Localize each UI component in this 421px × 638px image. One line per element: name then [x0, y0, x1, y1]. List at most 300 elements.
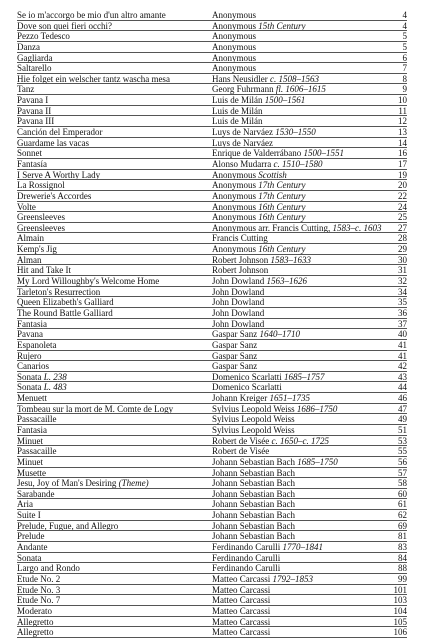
composer-name: Johann Sebastian Bach: [212, 520, 295, 531]
piece-title-text: Alman: [17, 254, 42, 265]
piece-title-text: La Rossignol: [17, 180, 65, 190]
piece-title-text: Passacaille: [17, 414, 57, 424]
piece-title-suffix: L. 238: [43, 371, 67, 382]
piece-title: [17, 425, 209, 435]
piece-title-text: Jesu, Joy of Man's Desiring: [17, 478, 117, 488]
composer-name: Robert de Visée: [212, 446, 270, 456]
page-number: 10: [398, 95, 407, 106]
piece-title: [17, 287, 209, 297]
composer-name: Georg Fuhrmann: [212, 84, 274, 95]
composer-name: Johann Sebastian Bach: [212, 456, 295, 467]
piece-title-text: Fantasia: [17, 318, 47, 329]
piece-title-text: Pavana: [17, 329, 43, 339]
composer-name: Anonymous: [212, 190, 257, 201]
piece-title-text: Largo and Rondo: [17, 563, 80, 573]
composer-dates: 1583–1633: [270, 254, 311, 265]
piece-title: [17, 170, 209, 180]
composer: [209, 244, 385, 254]
table-row: [17, 106, 407, 117]
composer: [209, 170, 385, 180]
composer: [209, 361, 385, 371]
page-number: 9: [402, 84, 407, 95]
table-row: [17, 244, 407, 255]
piece-title-text: Etude No. 7: [17, 595, 61, 605]
table-row: [17, 361, 407, 372]
piece-title-text: Pavana III: [17, 116, 55, 127]
piece-title: [17, 265, 209, 275]
page-number: 60: [398, 488, 407, 499]
composer-name: Johann Sebastian Bach: [212, 499, 295, 510]
table-of-contents: [17, 10, 407, 638]
table-row: [17, 180, 407, 191]
composer: [209, 42, 385, 52]
piece-title: [17, 340, 209, 350]
table-row: [17, 468, 407, 479]
composer: [209, 148, 385, 158]
page-number: 34: [398, 286, 407, 297]
composer: [209, 446, 385, 456]
piece-title: [17, 499, 209, 509]
composer-name: John Dowland: [212, 276, 265, 286]
composer: [209, 531, 385, 541]
page-number: 30: [398, 254, 407, 265]
piece-title-text: Sonnet: [17, 148, 43, 158]
piece-title-text: Sonata: [17, 552, 42, 563]
table-row: [17, 351, 407, 362]
piece-title-text: Hie folget ein welscher tantz wascha mesa: [17, 73, 170, 84]
piece-title: [17, 542, 209, 552]
piece-title: [17, 563, 209, 573]
piece-title: [17, 191, 209, 201]
page-number: 101: [393, 584, 407, 595]
table-row: [17, 446, 407, 457]
table-row: [17, 531, 407, 542]
page-number: 6: [402, 52, 407, 63]
composer: [209, 404, 385, 414]
piece-title: [17, 553, 209, 563]
piece-title-text: Moderato: [17, 605, 52, 616]
piece-title-suffix: L. 483: [43, 382, 67, 393]
page-number: 105: [393, 616, 407, 627]
piece-title: [17, 276, 209, 286]
table-row: [17, 585, 407, 596]
piece-title-text: Pavana II: [17, 105, 52, 116]
composer-name: Gaspar Sanz: [212, 339, 258, 350]
composer-dates: 17th Century: [258, 180, 306, 190]
page-number: 69: [398, 520, 407, 531]
composer-name: Luys de Narváez: [212, 137, 273, 148]
piece-title: [17, 606, 209, 616]
composer: [209, 436, 385, 446]
piece-title: [17, 116, 209, 126]
page-number: 49: [398, 414, 407, 425]
composer: [209, 617, 385, 627]
piece-title: [17, 84, 209, 94]
page-number: 32: [398, 276, 407, 287]
piece-title: [17, 159, 209, 169]
page-number: 83: [398, 542, 407, 553]
page-number: 5: [402, 41, 407, 52]
page-number: 44: [398, 382, 407, 393]
composer-dates: c. 1510–1580: [273, 158, 323, 169]
piece-title-text: Sarabande: [17, 488, 55, 499]
page-number: 12: [398, 116, 407, 127]
piece-title: [17, 478, 209, 488]
table-row: [17, 563, 407, 574]
page-number: 84: [398, 552, 407, 563]
composer: [209, 255, 385, 265]
composer-name: Anonymous: [212, 10, 257, 20]
composer-name: John Dowland: [212, 318, 265, 329]
composer: [209, 63, 385, 73]
piece-title-text: Allegretto: [17, 627, 54, 637]
piece-title: [17, 255, 209, 265]
piece-title: [17, 21, 209, 31]
page-number: 55: [398, 446, 407, 457]
page-number: 41: [398, 339, 407, 350]
table-row: [17, 595, 407, 606]
piece-title: [17, 308, 209, 318]
page-number: 16: [398, 148, 407, 159]
piece-title: [17, 148, 209, 158]
composer-name: Gaspar Sanz: [212, 329, 258, 339]
composer: [209, 329, 385, 339]
table-row: [17, 308, 407, 319]
table-row: [17, 478, 407, 489]
table-row: [17, 287, 407, 298]
table-row: [17, 521, 407, 532]
composer-name: Domenico Scarlatti: [212, 371, 282, 382]
composer-name: Matteo Carcassi: [212, 616, 271, 627]
piece-title: [17, 489, 209, 499]
page-number: 20: [398, 180, 407, 191]
composer-name: Matteo Carcassi: [212, 627, 271, 637]
page-number: 57: [398, 467, 407, 478]
piece-title: [17, 202, 209, 212]
page-number: 35: [398, 297, 407, 308]
page-number: 51: [398, 424, 407, 435]
table-row: [17, 138, 407, 149]
page-number: 31: [398, 265, 407, 276]
piece-title-text: Se io m'accorgo be mio d'un altro amante: [17, 10, 166, 20]
piece-title-text: Pezzo Tedesco: [17, 31, 70, 41]
composer: [209, 510, 385, 520]
page-number: 46: [398, 393, 407, 404]
table-row: [17, 329, 407, 340]
page-number: 43: [398, 371, 407, 382]
composer-name: Luis de Milán: [212, 105, 263, 116]
piece-title: [17, 468, 209, 478]
composer-dates: 1640–1710: [259, 329, 300, 339]
composer-name: Matteo Carcassi: [212, 595, 271, 605]
table-row: [17, 265, 407, 276]
composer-dates: 17th Century: [258, 190, 306, 201]
piece-title-text: Prelude, Fugue, and Allegro: [17, 520, 119, 531]
piece-title-text: Pavana I: [17, 95, 49, 105]
piece-title: [17, 233, 209, 243]
piece-title-text: Drewerie's Accordes: [17, 190, 92, 201]
table-row: [17, 297, 407, 308]
composer-name: Gaspar Sanz: [212, 361, 258, 371]
piece-title-text: Fantasía: [17, 158, 47, 169]
table-row: [17, 170, 407, 181]
composer-name: Matteo Carcassi: [212, 605, 271, 616]
piece-title-text: Danza: [17, 41, 40, 52]
page-number: 8: [402, 73, 407, 84]
table-row: [17, 553, 407, 564]
piece-title: [17, 627, 209, 637]
piece-title: [17, 457, 209, 467]
table-row: [17, 74, 407, 85]
piece-title: [17, 361, 209, 371]
piece-title-text: I Serve A Worthy Lady: [17, 169, 101, 180]
piece-title: [17, 521, 209, 531]
composer-name: Johann Sebastian Bach: [212, 467, 295, 478]
composer-name: John Dowland: [212, 307, 265, 318]
table-row: [17, 223, 407, 234]
page-number: 41: [398, 350, 407, 361]
piece-title-text: Prelude: [17, 531, 45, 542]
piece-title-text: Canarios: [17, 361, 49, 371]
piece-title-suffix: (Theme): [118, 478, 149, 488]
composer: [209, 287, 385, 297]
composer-name: Alonso Mudarra: [212, 158, 272, 169]
table-row: [17, 212, 407, 223]
composer: [209, 372, 385, 382]
composer-name: Matteo Carcassi: [212, 584, 271, 595]
composer-name: Anonymous: [212, 41, 257, 52]
composer-name: Anonymous: [212, 212, 257, 222]
piece-title: [17, 10, 209, 20]
table-row: [17, 10, 407, 21]
page-number: 22: [398, 190, 407, 201]
piece-title: [17, 404, 209, 414]
page-number: 81: [398, 531, 407, 542]
composer: [209, 212, 385, 222]
piece-title: [17, 138, 209, 148]
piece-title-text: Passacaille: [17, 446, 57, 456]
table-row: [17, 372, 407, 383]
piece-title-text: Minuet: [17, 456, 43, 467]
piece-title-text: Saltarello: [17, 63, 52, 73]
composer-dates: 1500–1551: [303, 148, 345, 158]
composer: [209, 95, 385, 105]
composer: [209, 595, 385, 605]
page-number: 25: [398, 212, 407, 223]
table-row: [17, 31, 407, 42]
composer: [209, 393, 385, 403]
piece-title-text: Sonata: [17, 382, 42, 393]
table-row: [17, 21, 407, 32]
piece-title-text: Greensleeves: [17, 222, 65, 233]
composer-name: Anonymous arr. Francis Cutting,: [212, 222, 331, 233]
page-number: 14: [398, 137, 407, 148]
composer-name: Anonymous: [212, 169, 257, 180]
page-number: 104: [393, 605, 407, 616]
table-row: [17, 127, 407, 138]
table-row: [17, 148, 407, 159]
piece-title-text: Kemp's Jig: [17, 244, 57, 254]
page-number: 106: [393, 627, 407, 638]
table-row: [17, 340, 407, 351]
table-row: [17, 63, 407, 74]
page-number: 88: [398, 563, 407, 574]
table-row: [17, 457, 407, 468]
composer: [209, 127, 385, 137]
page-number: 53: [398, 435, 407, 446]
page-number: 47: [398, 403, 407, 414]
composer-name: Luis de Milán: [212, 116, 263, 127]
composer-dates: 1500–1561: [264, 95, 306, 105]
composer: [209, 563, 385, 573]
composer: [209, 276, 385, 286]
piece-title: [17, 372, 209, 382]
piece-title: [17, 585, 209, 595]
piece-title: [17, 382, 209, 392]
table-row: [17, 159, 407, 170]
page-number: 42: [398, 361, 407, 372]
composer-dates: c. 1650–c. 1725: [271, 435, 330, 446]
composer-dates: 15th Century: [258, 20, 306, 31]
composer-name: Ferdinando Carulli: [212, 552, 281, 563]
table-row: [17, 42, 407, 53]
composer: [209, 457, 385, 467]
composer: [209, 489, 385, 499]
composer: [209, 31, 385, 41]
composer-dates: 16th Century: [258, 244, 306, 254]
table-row: [17, 202, 407, 213]
piece-title: [17, 223, 209, 233]
piece-title: [17, 436, 209, 446]
piece-title-text: Almain: [17, 233, 44, 244]
piece-title: [17, 510, 209, 520]
piece-title-text: Andante: [17, 542, 48, 552]
piece-title: [17, 414, 209, 424]
composer: [209, 382, 385, 392]
composer-name: John Dowland: [212, 286, 265, 297]
page-number: 28: [398, 233, 407, 244]
composer: [209, 478, 385, 488]
piece-title-text: Espanoleta: [17, 339, 57, 350]
composer-dates: 16th Century: [258, 212, 306, 222]
page-number: 4: [402, 20, 407, 31]
composer-dates: 1685–1757: [283, 371, 325, 382]
composer-name: Ferdinando Carulli: [212, 563, 281, 573]
page-number: 62: [398, 510, 407, 521]
piece-title: [17, 212, 209, 222]
composer-name: Robert de Visée: [212, 435, 270, 446]
page-number: 61: [398, 499, 407, 510]
composer: [209, 106, 385, 116]
composer-name: Matteo Carcassi: [212, 573, 271, 584]
composer: [209, 351, 385, 361]
table-row: [17, 542, 407, 553]
table-row: [17, 414, 407, 425]
table-row: [17, 233, 407, 244]
piece-title: [17, 42, 209, 52]
piece-title-text: Dove son quei fieri occhi?: [17, 20, 112, 31]
piece-title: [17, 53, 209, 63]
page-number: 7: [402, 63, 407, 74]
page-number: 17: [398, 158, 407, 169]
composer-name: Robert Johnson: [212, 254, 269, 265]
piece-title-text: Minuet: [17, 435, 43, 446]
piece-title: [17, 319, 209, 329]
composer-dates: 1530–1550: [275, 127, 316, 137]
table-row: [17, 489, 407, 500]
piece-title: [17, 574, 209, 584]
table-row: [17, 404, 407, 415]
page-number: 19: [398, 169, 407, 180]
piece-title-text: My Lord Willoughby's Welcome Home: [17, 276, 160, 286]
composer-name: John Dowland: [212, 297, 265, 307]
table-row: [17, 510, 407, 521]
piece-title: [17, 595, 209, 605]
composer-dates: 1651–1735: [269, 393, 310, 403]
composer: [209, 223, 385, 233]
piece-title: [17, 74, 209, 84]
page-number: 36: [398, 307, 407, 318]
composer-dates: 1686–1750: [296, 403, 338, 414]
page-number: 27: [398, 222, 407, 233]
piece-title-text: Aria: [17, 499, 33, 510]
composer-name: Sylvius Leopold Weiss: [212, 403, 295, 414]
composer: [209, 319, 385, 329]
piece-title-text: The Round Battle Galliard: [17, 307, 113, 318]
piece-title-text: Musette: [17, 467, 46, 478]
table-row: [17, 53, 407, 64]
piece-title-text: Greensleeves: [17, 212, 65, 222]
table-row: [17, 84, 407, 95]
piece-title: [17, 531, 209, 541]
composer-dates: fl. 1606–1615: [275, 84, 326, 95]
composer: [209, 202, 385, 212]
composer: [209, 297, 385, 307]
table-row: [17, 627, 407, 638]
composer-name: Anonymous: [212, 52, 257, 63]
composer-name: Gaspar Sanz: [212, 350, 258, 361]
table-row: [17, 276, 407, 287]
composer: [209, 159, 385, 169]
composer-dates: c. 1508–1563: [270, 73, 319, 84]
composer-name: Luis de Milán: [212, 95, 263, 105]
table-row: [17, 393, 407, 404]
piece-title-text: Hit and Take It: [17, 265, 71, 276]
composer: [209, 414, 385, 424]
piece-title-text: Rujero: [17, 350, 42, 361]
composer-name: Hans Neusidler: [212, 73, 268, 84]
piece-title: [17, 244, 209, 254]
composer-dates: 1770–1841: [282, 542, 323, 552]
page-number: 99: [398, 573, 407, 584]
piece-title-text: Gagliarda: [17, 52, 53, 63]
composer: [209, 425, 385, 435]
composer-name: Johann Kreiger: [212, 393, 268, 403]
piece-title-text: Volte: [17, 201, 36, 212]
composer: [209, 521, 385, 531]
table-row: [17, 95, 407, 106]
composer: [209, 74, 385, 84]
table-row: [17, 436, 407, 447]
composer: [209, 574, 385, 584]
piece-title-text: Fantasia: [17, 424, 47, 435]
composer-name: Johann Sebastian Bach: [212, 488, 295, 499]
composer: [209, 468, 385, 478]
piece-title-text: Allegretto: [17, 616, 54, 627]
composer-dates: 1685–1750: [297, 456, 338, 467]
composer-dates: 1583–c. 1603: [332, 222, 382, 233]
piece-title: [17, 617, 209, 627]
